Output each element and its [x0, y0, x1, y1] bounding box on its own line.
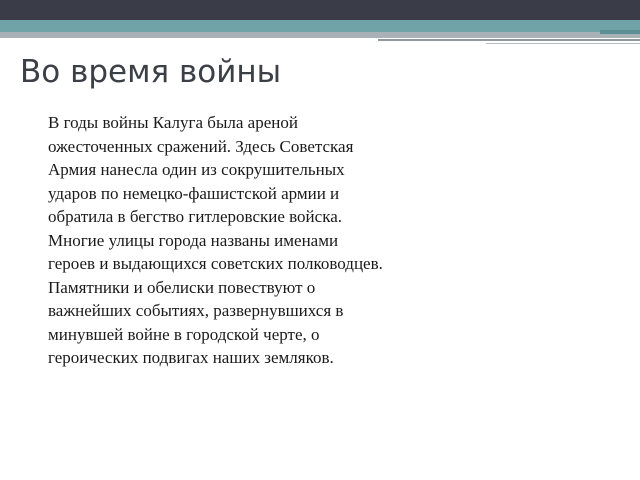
body-line: важнейших событиях, развернувшихся в	[48, 301, 344, 320]
body-line: ударов по немецко-фашистской армии и	[48, 183, 340, 203]
body-line: Многие улицы города названы именами	[48, 230, 339, 250]
header-band-gray	[0, 32, 640, 38]
body-line: ожесточенных сражений. Здесь Советская	[48, 136, 354, 156]
body-line: В годы войны Калуга была ареной	[48, 113, 298, 132]
body-line: героев и выдающихся советских полководцев.	[48, 254, 383, 273]
slide-body	[48, 111, 448, 370]
header-band-teal	[0, 20, 640, 32]
header-stripe	[378, 39, 640, 41]
header-stripe	[600, 30, 640, 34]
body-line: героических подвигах наших земляков.	[48, 348, 334, 367]
slide-title: Во время войны	[20, 54, 282, 90]
header-band-dark	[0, 0, 640, 20]
body-line: Армия нанесла один из сокрушительных	[48, 160, 345, 179]
body-line: минувшей войне в городской черте, о	[48, 324, 320, 344]
header-stripe	[486, 43, 640, 44]
body-line: Памятники и обелиски повествуют о	[48, 277, 316, 297]
body-line: обратила в бегство гитлеровские войска.	[48, 207, 342, 226]
